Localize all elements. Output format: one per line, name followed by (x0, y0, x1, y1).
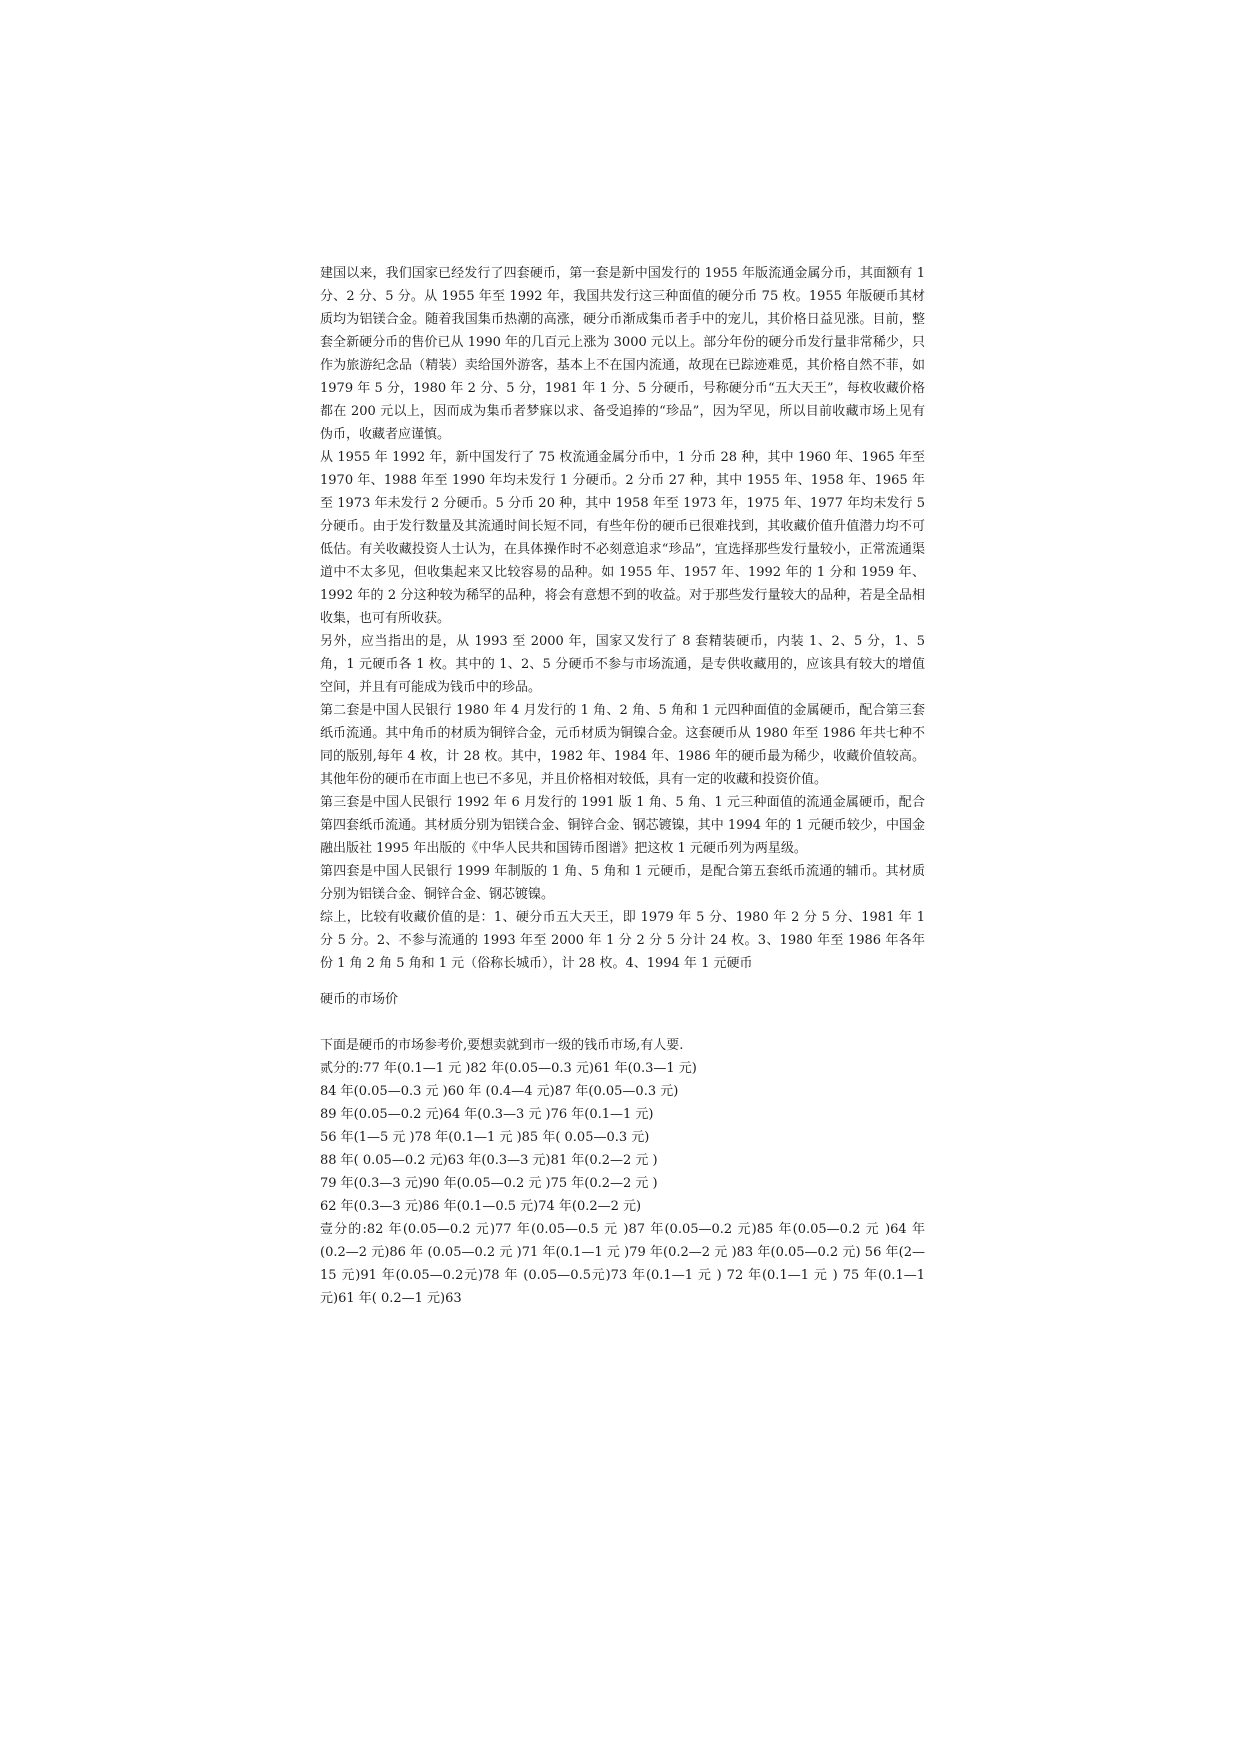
price-line: 84 年(0.05—0.3 元 )60 年 (0.4—4 元)87 年(0.05—0.3 元) (320, 1084, 679, 1099)
price-line: 88 年( 0.05—0.2 元)63 年(0.3—3 元)81 年(0.2—2 元 ) (320, 1153, 658, 1168)
price-line: 62 年(0.3—3 元)86 年(0.1—0.5 元)74 年(0.2—2 元) (320, 1199, 642, 1214)
paragraph-third-set: 第三套是中国人民银行 1992 年 6 月发行的 1991 版 1 角、5 角、1 元三种面值的流通金属硬币，配合第四套纸币流通。其材质分别为铝镁合金、铜锌合金、钢芯镀镍，其中 1994 年的 1 元硬币较少，中国金融出版社 1995 年出版的《中华人民共和国铸币图谱》把这枚 1 元硬币列为两星级。 (320, 795, 925, 856)
yifen-price-paragraph: 壹分的:82 年(0.05—0.2 元)77 年(0.05—0.5 元 )87 年(0.05—0.2 元)85 年(0.05—0.2 元 )64 年(0.2—2 元)86 年 (0.05—0.2 元 )71 年(0.1—1 元 )79 年(0.2—2 元 )83 年(0.05—0.2 元) 56 年(2—15 元)91 年(0.05—0.2元)78 年 (0.05—0.5元)73 年(0.1—1 元 ) 72 年(0.1—1 元 ) 75 年(0.1—1 元)61 年( 0.2—1 元)63 (320, 1222, 925, 1306)
paragraph-second-set: 第二套是中国人民银行 1980 年 4 月发行的 1 角、2 角、5 角和 1 元四种面值的金属硬币，配合第三套纸币流通。其中角币的材质为铜锌合金，元币材质为铜镍合金。这套硬币从 1980 年至 1986 年共七种不同的版别,每年 4 枚，计 28 枚。其中，1982 年、1984 年、1986 年的硬币最为稀少，收藏价值较高。其他年份的硬币在市面上也已不多见，并且价格相对较低，具有一定的收藏和投资价值。 (320, 703, 925, 787)
document-body (320, 262, 925, 1310)
paragraph-fen-coins: 从 1955 年 1992 年，新中国发行了 75 枚流通金属分币中，1 分币 28 种，其中 1960 年、1965 年至 1970 年、1988 年至 1990 年均未发行 1 分硬币。2 分币 27 种，其中 1955 年、1958 年、1965 年至 1973 年未发行 2 分硬币。5 分币 20 种，其中 1958 年至 1973 年，1975 年、1977 年均未发行 5 分硬币。由于发行数量及其流通时间长短不同，有些年份的硬币已很难找到，其收藏价值升值潜力均不可低估。有关收藏投资人士认为，在具体操作时不必刻意追求“珍品”，宜选择那些发行量较小，正常流通渠道中不太多见，但收集起来又比较容易的品种。如 1955 年、1957 年、1992 年的 1 分和 1959 年、1992 年的 2 分这种较为稀罕的品种，将会有意想不到的收益。对于那些发行量较大的品种，若是全品相收集，也可有所收获。 (320, 450, 925, 626)
paragraph-fourth-set: 第四套是中国人民银行 1999 年制版的 1 角、5 角和 1 元硬币，是配合第五套纸币流通的辅币。其材质分别为铝镁合金、铜锌合金、钢芯镀镍。 (320, 864, 925, 902)
paragraph-first-set: 建国以来，我们国家已经发行了四套硬币，第一套是新中国发行的 1955 年版流通金属分币，其面额有 1 分、2 分、5 分。从 1955 年至 1992 年，我国共发行这三种面值的硬分币 75 枚。1955 年版硬币其材质均为铝镁合金。随着我国集币热潮的高涨，硬分币渐成集币者手中的宠儿，其价格日益见涨。目前，整套全新硬分币的售价已从 1990 年的几百元上涨为 3000 元以上。部分年份的硬分币发行量非常稀少，只作为旅游纪念品（精装）卖给国外游客，基本上不在国内流通，故现在已踪迹难觅，其价格自然不菲，如 1979 年 5 分，1980 年 2 分、5 分，1981 年 1 分、5 分硬币，号称硬分币“五大天王”，每枚收藏价格都在 200 元以上，因而成为集币者梦寐以求、备受追捧的“珍品”，因为罕见，所以目前收藏市场上见有伪币，收藏者应谨慎。 (320, 266, 925, 442)
price-line: 56 年(1—5 元 )78 年(0.1—1 元 )85 年( 0.05—0.3 元) (320, 1130, 650, 1145)
paragraph-summary: 综上，比较有收藏价值的是：1、硬分币五大天王，即 1979 年 5 分、1980 年 2 分 5 分、1981 年 1 分 5 分。2、不参与流通的 1993 年至 2000 年 1 分 2 分 5 分计 24 枚。3、1980 年至 1986 年各年份 1 角 2 角 5 角和 1 元（俗称长城币），计 28 枚。4、1994 年 1 元硬币 (320, 910, 925, 971)
price-line: 89 年(0.05—0.2 元)64 年(0.3—3 元 )76 年(0.1—1 元) (320, 1107, 654, 1122)
price-line: 79 年(0.3—3 元)90 年(0.05—0.2 元 )75 年(0.2—2 元 ) (320, 1176, 658, 1191)
paragraph-proof-sets: 另外，应当指出的是，从 1993 至 2000 年，国家又发行了 8 套精装硬币，内装 1、2、5 分，1、5 角，1 元硬币各 1 枚。其中的 1、2、5 分硬币不参与市场流通，是专供收藏用的，应该具有较大的增值空间，并且有可能成为钱币中的珍品。 (320, 634, 925, 695)
section-heading: 硬币的市场价 (320, 992, 399, 1007)
price-intro: 下面是硬币的市场参考价,要想卖就到市一级的钱币市场,有人要. (320, 1038, 684, 1053)
price-line: 贰分的:77 年(0.1—1 元 )82 年(0.05—0.3 元)61 年(0.3—1 元) (320, 1061, 697, 1076)
